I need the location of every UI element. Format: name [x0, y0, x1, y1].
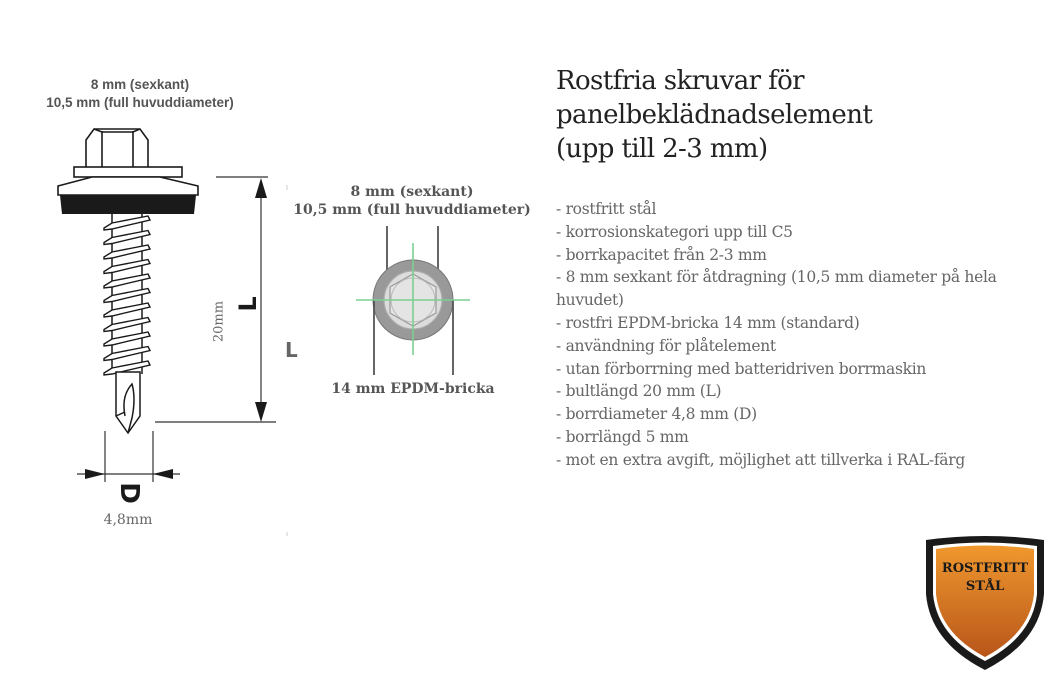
feature-item: - användning för plåtelement — [556, 336, 776, 355]
diameter-symbol: D — [114, 482, 144, 504]
length-symbol: L — [234, 296, 262, 312]
screw-threads — [104, 216, 150, 375]
length-arrow-top — [255, 178, 267, 198]
diameter-arrow-right — [153, 469, 173, 479]
head-diameter-label: 10,5 mm (full huvuddiameter) — [46, 95, 234, 110]
feature-item: - borrlängd 5 mm — [556, 427, 689, 446]
feature-item: - bultlängd 20 mm (L) — [556, 382, 722, 401]
feature-item: - borrkapacitet från 2-3 mm — [556, 245, 767, 264]
length-symbol-outer: L — [285, 338, 298, 362]
badge-line-1: ROSTFRITT — [941, 561, 1029, 576]
top-view-head-label — [292, 183, 532, 219]
feature-item: - rostfri EPDM-bricka 14 mm (standard) — [556, 313, 860, 332]
diameter-arrow-left — [85, 469, 105, 479]
length-value-label-wrap — [205, 300, 235, 350]
stainless-steel-badge — [922, 534, 1048, 674]
title-line: (upp till 2-3 mm) — [556, 134, 768, 164]
length-arrow-bottom — [255, 402, 267, 422]
feature-item: - borrdiameter 4,8 mm (D) — [556, 405, 757, 424]
feature-list — [556, 198, 1036, 472]
feature-item: - rostfritt stål — [556, 200, 657, 218]
title-line: panelbeklädnadselement — [556, 100, 873, 130]
washer-metal — [58, 177, 198, 195]
product-title — [556, 64, 996, 166]
title-line: Rostfria skruvar för — [556, 66, 805, 96]
badge-line-2: STÅL — [965, 579, 1005, 594]
screw-side-view-drawing — [0, 100, 300, 580]
top-head-diameter-label: 10,5 mm (full huvuddiameter) — [293, 202, 531, 218]
diameter-value-label: 4,8mm — [103, 512, 153, 528]
epdm-washer — [60, 195, 196, 214]
drill-point — [116, 372, 140, 433]
hex-size-label: 8 mm (sexkant) — [90, 77, 190, 92]
feature-item: - utan förborrning med batteridriven borrmaskin — [556, 359, 927, 378]
feature-item: - mot en extra avgift, möjlighet att tillverka i RAL-färg — [556, 450, 965, 469]
washer-size-label: 14 mm EPDM-bricka — [331, 381, 495, 397]
flange — [74, 167, 182, 177]
screw-top-view-drawing — [340, 220, 540, 400]
length-value-label: 20mm — [211, 300, 227, 343]
hex-head — [86, 129, 148, 168]
feature-item: - korrosionskategori upp till C5 — [556, 222, 793, 241]
top-hex-size-label: 8 mm (sexkant) — [350, 184, 474, 200]
feature-item: - 8 mm sexkant för åtdragning (10,5 mm diameter på hela huvudet) — [556, 268, 997, 310]
